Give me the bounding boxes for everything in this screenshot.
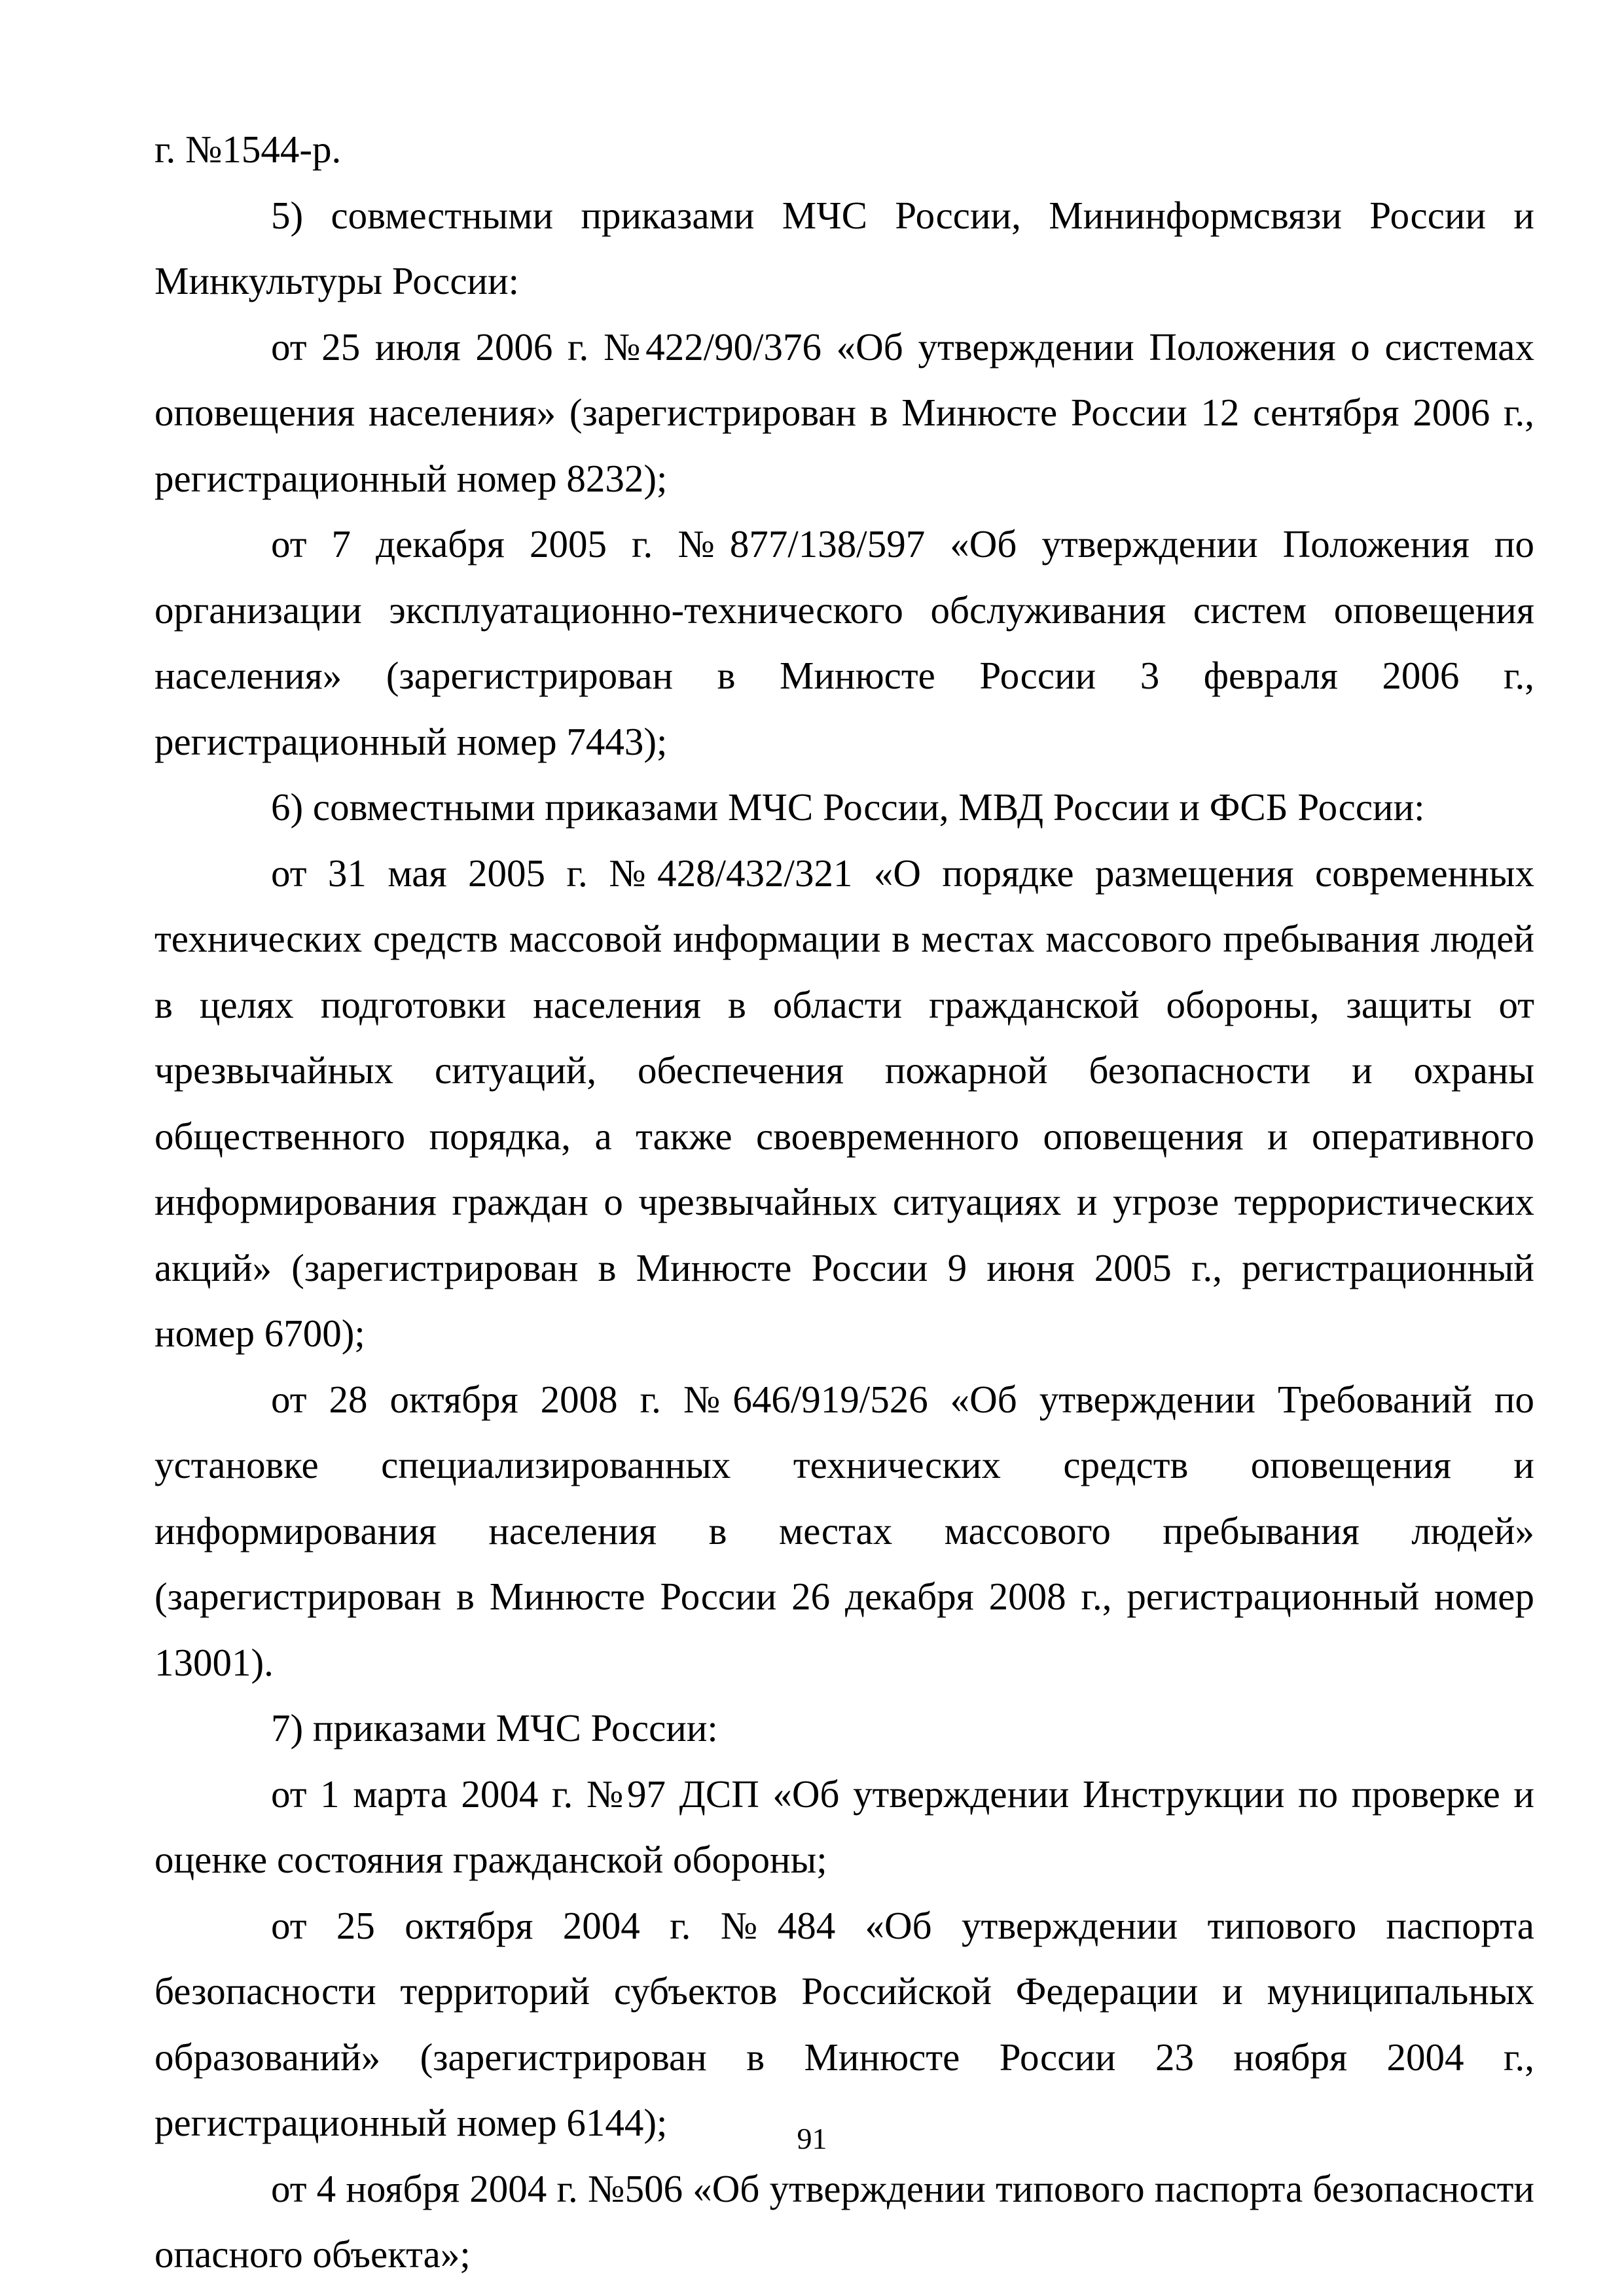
paragraph-order-506: от 4 ноября 2004 г. №506 «Об утверждении типового паспорта безопасности опасного объекта»; [154, 2166, 1534, 2276]
paragraph-order-97: от 1 марта 2004 г. №97 ДСП «Об утверждении Инструкции по проверке и оценке состояния гражданской обороны; [154, 1772, 1534, 1881]
paragraph-order-646: от 28 октября 2008 г. №646/919/526 «Об утверждении Требований по установке специализированных технических средств оповещения и информирования населения в местах массового пребывания людей» (зарегистрирован в Минюсте России 26 декабря 2008 г., регистрационный номер 13001). [154, 1377, 1534, 1684]
paragraph-continuation: г. №1544-р. [154, 128, 342, 171]
paragraph-order-422: от 25 июля 2006 г. №422/90/376 «Об утверждении Положения о системах оповещения населения» (зарегистрирован в Минюсте России 12 сентября 2006 г., регистрационный номер 8232); [154, 325, 1534, 500]
paragraph-order-428: от 31 мая 2005 г. №428/432/321 «О порядке размещения современных технических средств массовой информации в местах массового пребывания людей в целях подготовки населения в области гражданской обороны, защиты от чрезвычайных ситуаций, обеспечения пожарной безопасности и охраны общественного порядка, а также своевременного оповещения и оперативного информирования граждан о чрезвычайных ситуациях и угрозе террористических акций» (зарегистрирован в Минюсте России 9 июня 2005 г., регистрационный номер 6700); [154, 851, 1534, 1355]
document-body [154, 117, 1534, 2287]
paragraph-item-6: 6) совместными приказами МЧС России, МВД России и ФСБ России: [271, 785, 1425, 829]
paragraph-order-877: от 7 декабря 2005 г. №877/138/597 «Об утверждении Положения по организации эксплуатационно-технического обслуживания систем оповещения населения» (зарегистрирован в Минюсте России 3 февраля 2006 г., регистрационный номер 7443); [154, 522, 1534, 763]
paragraph-order-484: от 25 октября 2004 г. №484 «Об утверждении типового паспорта безопасности территорий субъектов Российской Федерации и муниципальных образований» (зарегистрирован в Минюсте России 23 ноября 2004 г., регистрационный номер 6144); [154, 1903, 1534, 2144]
page-number: 91 [797, 2122, 827, 2155]
paragraph-item-5: 5) совместными приказами МЧС России, Мининформсвязи России и Минкультуры России: [154, 193, 1534, 302]
paragraph-item-7: 7) приказами МЧС России: [271, 1706, 718, 1749]
